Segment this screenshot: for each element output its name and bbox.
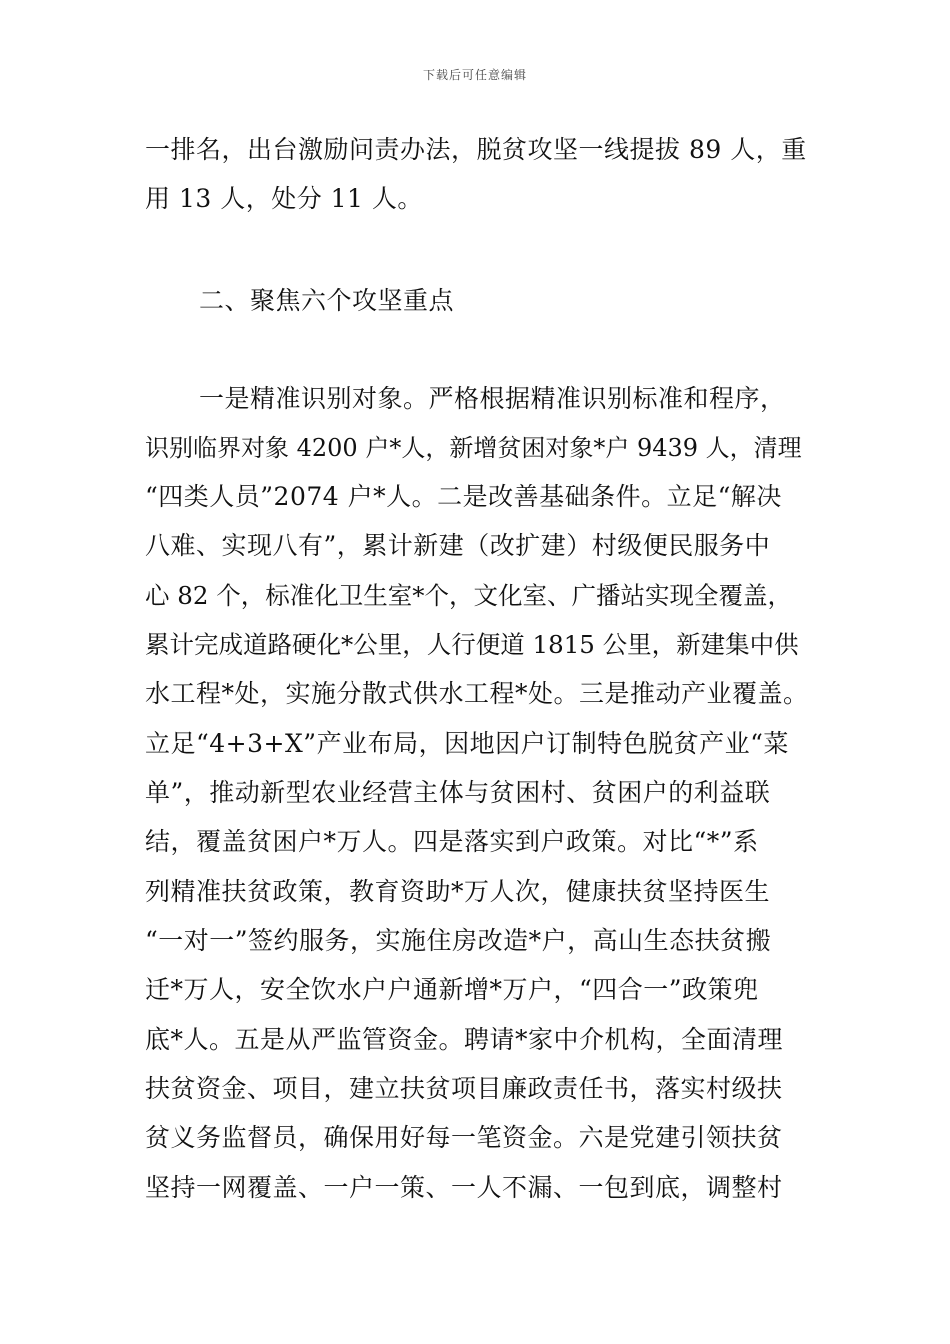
page-header: 下载后可任意编辑	[422, 68, 527, 82]
text-line: 迁*万人，安全饮水户户通新增*万户，“四合一”政策兜	[145, 975, 759, 1004]
text-line: 累计完成道路硬化*公里，人行便道 1815 公里，新建集中供	[145, 630, 799, 659]
text-line: 底*人。五是从严监管资金。聘请*家中介机构，全面清理	[145, 1025, 784, 1054]
text-line: 水工程*处，实施分散式供水工程*处。三是推动产业覆盖。	[145, 679, 809, 708]
text-line: 坚持一网覆盖、一户一策、一人不漏、一包到底，调整村	[145, 1173, 783, 1202]
text-line: 识别临界对象 4200 户*人，新增贫困对象*户 9439 人，清理	[145, 434, 802, 462]
text-line: 心 82 个，标准化卫生室*个，文化室、广播站实现全覆盖，	[145, 581, 792, 610]
paragraph-first-line: 一是精准识别对象。严格根据精准识别标准和程序，	[199, 384, 786, 413]
text-line: “一对一”签约服务，实施住房改造*户，高山生态扶贫搬	[145, 926, 772, 955]
text-line: 单”，推动新型农业经营主体与贫困村、贫困户的利益联	[145, 778, 771, 807]
section-heading: 二、聚焦六个攻坚重点	[199, 286, 455, 315]
text-line: 扶贫资金、项目，建立扶贫项目廉政责任书，落实村级扶	[145, 1074, 783, 1103]
text-line: 列精准扶贫政策，教育资助*万人次，健康扶贫坚持医生	[145, 877, 771, 906]
text-line: 贫义务监督员，确保用好每一笔资金。六是党建引领扶贫	[145, 1123, 783, 1152]
text-line: 结，覆盖贫困户*万人。四是落实到户政策。对比“*”系	[145, 827, 759, 856]
text-line: “四类人员”2074 户*人。二是改善基础条件。立足“解决	[145, 482, 782, 511]
text-line: 立足“4+3+X”产业布局，因地因户订制特色脱贫产业“菜	[145, 729, 789, 758]
text-line: 一排名，出台激励问责办法，脱贫攻坚一线提拔 89 人，重	[145, 135, 807, 164]
text-line: 用 13 人，处分 11 人。	[145, 184, 423, 213]
text-line: 八难、实现八有”，累计新建（改扩建）村级便民服务中	[145, 531, 771, 560]
